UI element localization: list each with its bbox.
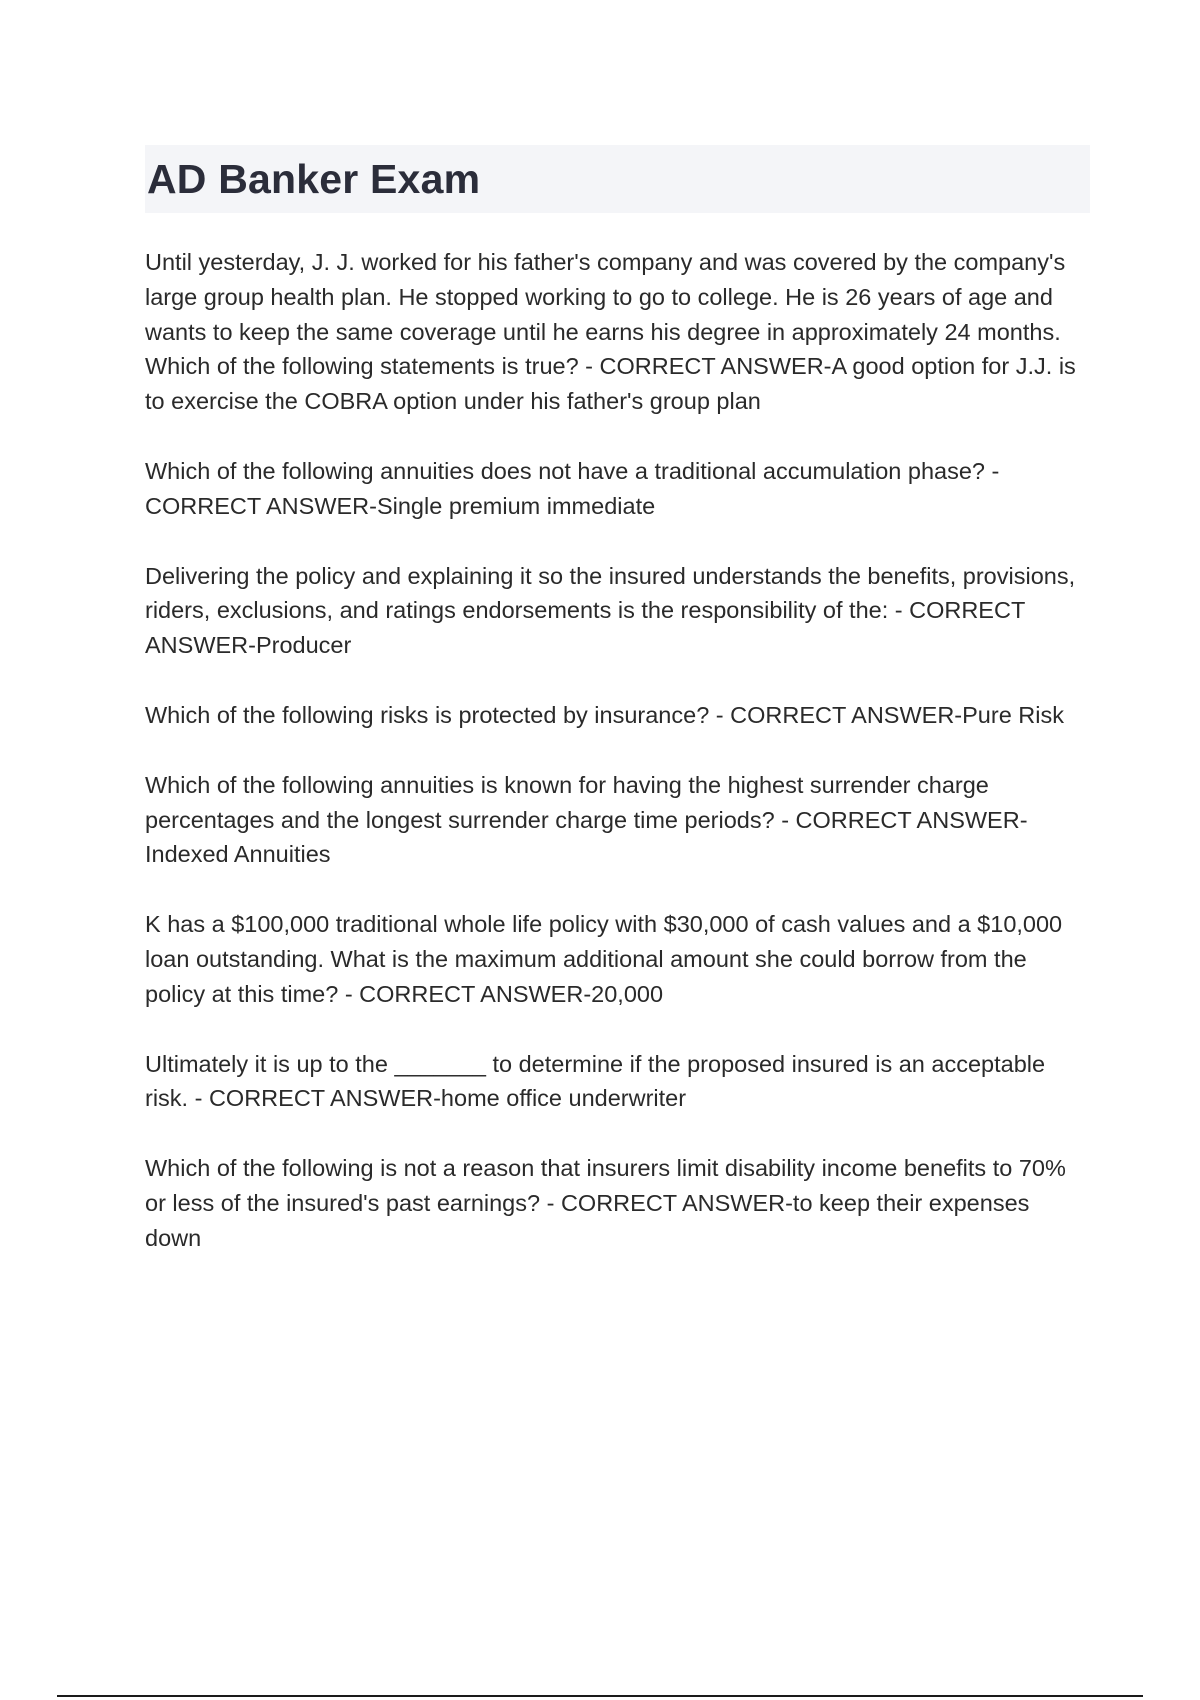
footer-divider	[57, 1695, 1143, 1697]
qa-item-8: Which of the following is not a reason that insurers limit disability income benefits to 70% or less of the insured's past earnings? - CORRECT ANSWER-to keep their expenses down	[145, 1155, 1066, 1251]
qa-item-2: Which of the following annuities does not have a traditional accumulation phase? - CORRECT ANSWER-Single premium immediate	[145, 457, 1000, 519]
qa-item-3: Delivering the policy and explaining it so the insured understands the benefits, provisions, riders, exclusions, and ratings endorsements is the responsibility of the: - CORRECT ANSWER-Producer	[145, 562, 1076, 659]
qa-item-7: Ultimately it is up to the _______ to determine if the proposed insured is an acceptable risk. - CORRECT ANSWER-home office underwriter	[145, 1050, 1046, 1112]
qa-item-1: Until yesterday, J. J. worked for his father's company and was covered by the company's large group health plan. He stopped working to go to college. He is 26 years of age and wants to keep the same coverage until he earns his degree in approximately 24 months. Which of the following statements is true? - CORRECT ANSWER-A good option for J.J. is to exercise the COBRA option under his father's group plan	[145, 249, 1076, 415]
qa-item-5: Which of the following annuities is known for having the highest surrender charge percentages and the longest surrender charge time periods? - CORRECT ANSWER-Indexed Annuities	[145, 771, 1028, 868]
qa-item-4: Which of the following risks is protected by insurance? - CORRECT ANSWER-Pure Risk	[145, 701, 1064, 728]
title-bar	[145, 145, 1090, 213]
document-body	[145, 245, 1090, 1291]
document-title: AD Banker Exam	[147, 156, 481, 202]
qa-item-6: K has a $100,000 traditional whole life policy with $30,000 of cash values and a $10,000 loan outstanding. What is the maximum additional amount she could borrow from the policy at this time? - CORRECT ANSWER-20,000	[145, 911, 1063, 1007]
